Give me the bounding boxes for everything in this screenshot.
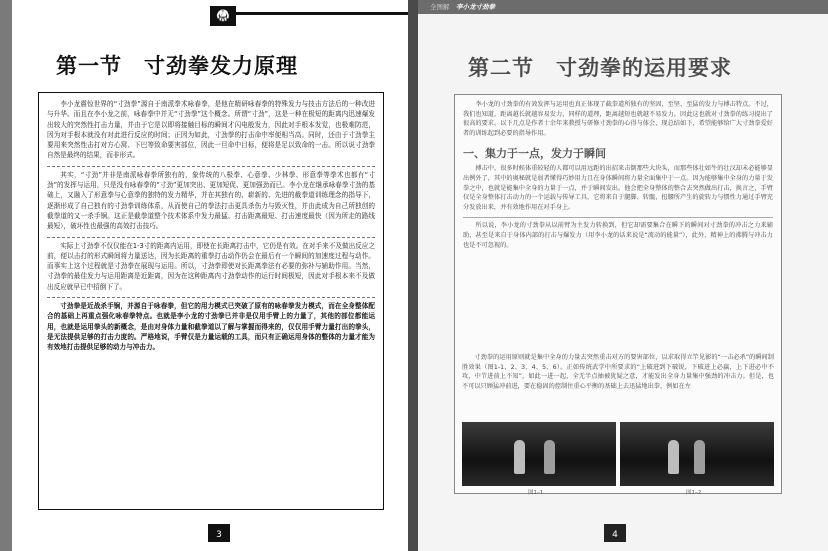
body-paragraph: 寸劲拳的运用原则就是集中全身的力量去突然重击对方的要害部位，以求取得立竿见影的“一击必杀”的瞬间制胜效果（图1-1、2、3、4、5、6）。正如传统武学中所要求的“上破进到下破锐，下破进上必赢，上下进必中不攻，中节进前上不知”，如此一进一起，全无半点抽被犹疑之意，才能发出全身力量集中强劲的冲击力。但是，也不可以只顾猛冲前进，要在稳固的控制住重心平衡的基础上去迅猛地出拳，例如在左 bbox=[462, 354, 774, 390]
fighter-figure bbox=[668, 440, 679, 474]
divider bbox=[463, 217, 773, 218]
figure-row bbox=[462, 422, 774, 494]
paragraph: 其实，“寸劲”并非是南派咏春拳所独有的，象传统的八极拳、心意拳、少林拳、形意拳等拳术也都有“寸劲”的发挥与运用，只是没有咏春拳的“寸劲”更加突出、更加短促、更加强劲而已。李小龙在继承咏春拳寸劲的基础上，又融入了形意拳与心意拳的独特的发力精华，并在其独有的、崭新的、先进的截拳道训练理念的指导下，逐渐形成了自己独有的寸劲拳训练体系，从而使自己的拳法打击更具杀伤力与毁灭性，并由此成为自己所独创的截拳道的又一杀手锏。这正是截拳道整个技术体系中发力最猛、打击距离最短、打击速度最快（因为所走的路线最短），破坏性也最强的高效打击技巧。 bbox=[47, 170, 375, 231]
header-section-label: 全图解 bbox=[430, 3, 450, 11]
page-number: 4 bbox=[604, 524, 626, 542]
right-page bbox=[418, 0, 828, 551]
page-number: 3 bbox=[208, 524, 230, 542]
divider bbox=[47, 166, 375, 167]
paragraph: 所以说，李小龙的寸劲拳从以前臂为主发力转换到，但它却需要集合在瞬下的瞬间对寸劲拳的冲击之力来辅助，甚至是来自于身体内部的打击与爆发力（用李小龙的话来说是“流动的能量”），此外，精神上的沸腾与冲击力也是不可忽视的。 bbox=[463, 222, 773, 249]
paragraph: 李小龙震惊世界的“寸劲拳”源自于南派拳术咏春拳，是他在精研咏春拳的特殊发力与技击方法后的一种改进与升华。而且在李小龙之前，咏春拳中并无“寸劲拳”这个概念。所谓“寸劲”，这是一种在极短的距离内迅速爆发出较大的突然性打击力量，并由于它是以即将接触目标的瞬间才闪电般发力，因此对手根本发觉，也极难防范，因为对手根本就没有对此进行反应的时间；正因为如此，寸劲拳的打击命中率便相当高。同时，还由于寸劲拳主要用来突然性击打对方心窝、下巴等致命要害部位，因此一旦命中目标，便将是足以致命的一击。所以说寸劲拳自然是最终的结果，而非形式。 bbox=[47, 100, 375, 160]
intro-paragraph: 李小龙的寸劲拳的有效发挥与运用也真正体现了截拳道所独有的坚固、至坚、至猛的发力与搏击特点。不过，我们也知道，距离越长就越容易发力，同样的道理，距离越短也就越不易发力。因此这也就对寸劲拳的练习提出了很高的要求。以下几点是作者十余年来教授与研修寸劲拳的心得与体会，现总结如下，希望能够给广大寸劲拳爱好者的训练起到必要的指导作用。 bbox=[463, 101, 773, 137]
paragraph-emphasis: 寸劲拳是近战杀手锏，并源自于咏春拳，但它的用力模式已突破了原有的咏春拳发力模式，而在全身整体配合的基础上再重点强化咏春拳特点。也就是李小龙的寸劲拳已并非是仅用手臂上的力量了，其他的部位都能运用，也就是运用拳头的新概念，是由对身体力量和截拳道以了解与掌握而得来的，仅仅用手臂力量打出的拳头，是无法提供足够的打击力度的。严格地说，手臂仅是力量运载的工具，而只有正确运用身体的整体的力量才能为有效地打击提供足够的动力与冲击力。 bbox=[47, 302, 375, 352]
header-rule bbox=[236, 12, 408, 15]
header-book-title: 李小龙寸劲拳 bbox=[456, 3, 495, 11]
figure-caption: 图1–2 bbox=[686, 490, 702, 496]
divider bbox=[47, 237, 375, 238]
divider bbox=[47, 297, 375, 298]
paragraph: 实际上寸劲拳不仅仅能在1-3寸的距离内运用，即使在长距离打击中，它仍是有效。在对手来不及做出反应之前，便以击打的形式瞬间将力量送达，因为长距离的重拳打击动作仍会在最后有一个瞬间的加速度过程与动作。而事实上这个过程就是寸劲拳在展现与运用。所以，寸劲拳即使对长距离拳法有必要的弥补与辅助作用。当然，寸劲拳的最佳发力与运用距离是近距离，因为在这种距离内寸劲拳动作的运行时间极短，因此对手根本来不及做出反应就早已中招倒下了。 bbox=[47, 241, 375, 291]
fighter-figure bbox=[514, 440, 525, 474]
running-header bbox=[418, 0, 828, 14]
book-spine bbox=[408, 0, 418, 551]
figure-photo bbox=[462, 422, 616, 486]
martial-arts-logo-icon: 🥋 bbox=[210, 6, 236, 26]
figure-photo bbox=[620, 422, 774, 486]
figure-caption: 图1–1 bbox=[528, 490, 544, 496]
section-title: 第二节 寸劲拳的运用要求 bbox=[468, 56, 732, 80]
paragraph: 搏击中，很多时候体重较轻的人都可以用远距的出招来击倒那些大块头，而那些体壮如牛的壮汉却未必能够显出例外了，其中的奥秘就是弱者懂得巧妙用力且在身体瞬间将力量全面集中于一点。因为能够集中全身的力量于发拳之中，也就是能集中全身的力量于一点，并于瞬间发出。他会把全身整体的整合去突然做出打击，换言之，手臂仅是全身整体打击动力的一个运载与传导工具，它将来自于腿脚、转髋、扭腰所产生的旋转力与惯性力通过手臂充分发放出来，并有效地作用在对手身上。 bbox=[463, 165, 773, 211]
subheading: 一、集力于一点，发力于瞬间 bbox=[463, 147, 606, 161]
left-page bbox=[12, 0, 408, 551]
text-box bbox=[38, 92, 384, 510]
fighter-figure bbox=[544, 440, 555, 474]
section-title: 第一节 寸劲拳发力原理 bbox=[56, 54, 298, 78]
fighter-figure bbox=[694, 440, 705, 474]
